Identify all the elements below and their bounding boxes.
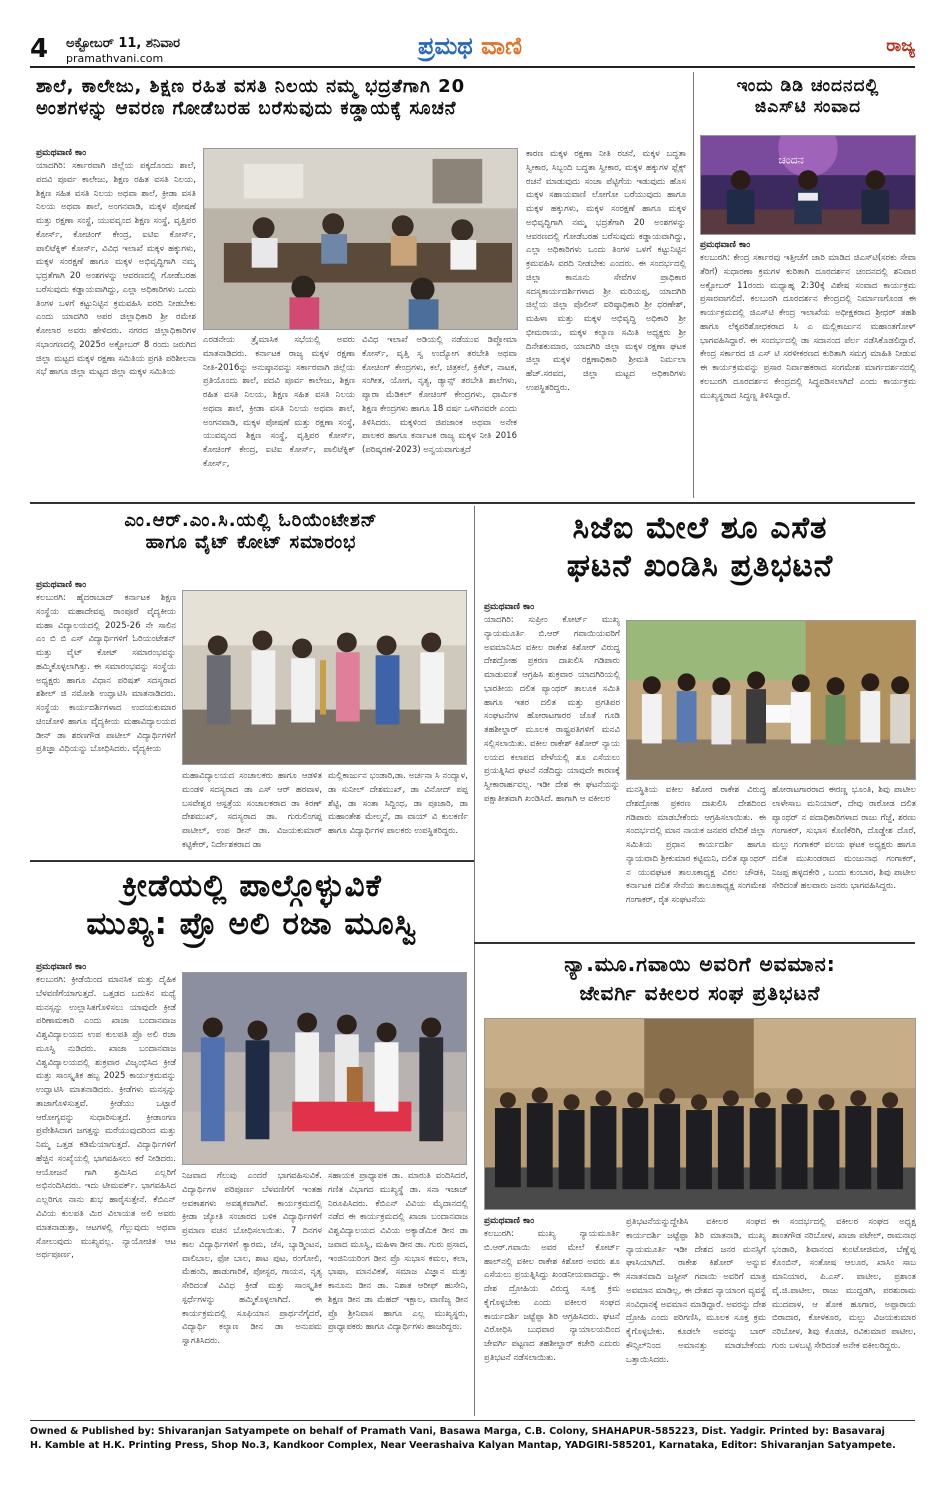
cji-headline-line2: ಘಟನೆ ಖಂಡಿಸಿ ಪ್ರತಿಭಟನೆ xyxy=(566,547,834,584)
gst-tv-studio-photo xyxy=(700,135,916,235)
issue-date: ಅಕ್ಟೋಬರ್ 11, ಶನಿವಾರ xyxy=(66,36,181,51)
sports-inauguration-photo xyxy=(182,972,467,1165)
mrmc-body-col2: ಮಹಾವಿದ್ಯಾಲಯದ ಸಂಚಾಲಕರು ಹಾಗೂ ಆಡಳಿತ ಮಂಡಳಿ ಸದಸ್ಯರಾದ ಡಾ ಎಸ್ ಆರ್ ಹರವಾಳ, ಬಸವೇಶ್ವರ ಆಸ್ಪತ್ರೆಯ ಸಂಚಾಲಕರಾದ ಡಾ ಕಿರಣ್ ದೇಶಮುಖ್, ಸದಸ್ಯರಾದ ಡಾ. ಗುರುಲಿಂಗಪ್ಪ ಪಾಟೀಲ್, ಉಪ ಡೀನ್ ಡಾ. ವಿಜಯಕುಮಾರ್ ಕಟ್ಟಿಕೇರ್, ನಿರ್ದೇಶಕರಾದ ಡಾ xyxy=(182,771,322,850)
sports-body-col2: ನಿಜವಾದ ಗೆಲುವು ಎಂದರೆ ಭಾಗವಹಿಸುವಿಕೆ. ವಿದ್ಯಾರ್ಥಿಗಳ ಪರಿಪೂರ್ಣ ಬೆಳವಣಿಗೆಗೆ ಇಂತಹ ಅವಕಾಶಗಳು ಅವಶ್ಯಕವಾಗಿವೆ. ಕಾರ್ಯಕ್ರಮದಲ್ಲಿ ಕ್ರೀಡಾ ಜ್ಯೋತಿ ಸಂಚಾರದ ಬಳಿಕ ವಿದ್ಯಾರ್ಥಿಗಳಿಗೆ ಪ್ರಮಾಣ ವಚನ ಬೋಧಿಸಲಾಯಿತು. 7 ದಿನಗಳ ಕಾಲ ವಿದ್ಯಾರ್ಥಿಗಳಿಗೆ ಕ್ಯಾರಮ, ಚೆಸ, ಬ್ಯಾಡ್ಮಿಂಟನ, ವಾಲಿಬಾಲ, ಫೋ ಬಾಲ, ಶಾಟ ಪುಟ, ರಂಗೋಲಿ, ಮೆಹಂದಿ, ಹಾಡುಗಾರಿಕೆ, ಪೋಸ್ಟರ, ಗಾಯನ, ನೃತ್ಯ ಸೇರಿದಂತೆ ವಿವಿಧ ಕ್ರೀಡೆ ಮತ್ತು ಸಾಂಸ್ಕೃತಿಕ ಸ್ಪರ್ಧೆಗಳನ್ನು ಹಮ್ಮಿಕೊಳ್ಳಲಾಗಿದೆ. ಈ ಕಾರ್ಯಕ್ರಮದಲ್ಲಿ ಸೂಫಿಯಾನ ಪ್ರಾರ್ಥನೆಗೈದರೆ, ವಿದ್ಯಾರ್ಥಿ ಕಲ್ಯಾಣ ಡೀನ ಡಾ ಅನುಪಮ ಸ್ವಾಗತಿಸಿದರು. xyxy=(182,1171,322,1347)
gst-headline xyxy=(700,76,916,117)
mrmc-headline-line1: ಎಂ.ಆರ್.ಎಂ.ಸಿ.ಯಲ್ಲಿ ಓರಿಯೆಂಟೇಶನ್ xyxy=(124,510,378,531)
logo-part-2: ವಾಣಿ xyxy=(481,32,523,60)
hostel-byline: ಪ್ರಮಥವಾಣಿ ಕಾಂ xyxy=(36,148,87,158)
mrmc-lamp-lighting-photo xyxy=(182,590,467,765)
gavai-body-col3: ಈ ಸಂದರ್ಭದಲ್ಲಿ ವಕೀಲರ ಸಂಘದ ಅಧ್ಯಕ್ಷ ಶಾಂತಗೌಡ ನರಿಬೋಳ, ಖಾಜಾ ಪಟೇಲ್, ರಾಮನಾಥ ಭಂಡಾರಿ, ಶಿವಾನಂದ ಕುಂಟೋಜಿಮಠ, ಬೆಣ್ಣೆಪ್ಪ ಕೊಂಬಿನ್, ಸಂತೋಷ ಆಲೂರ, ಖಾಸಿಂ ಸಾಬ ಮಾನಿಯಾರ, ಪಿ.ಎಸ್. ಪಾಟೀಲ, ಪ್ರಶಾಂತ ವೈ.ಜಿ.ಪಾಟೀಲ, ರಾಜು ಮುದ್ದಡಗಿ, ಪರಶುರಾಮ ಮುದವಾಳ, ಆ ಶೋಕ ಹೂಗಾರ, ಅಪ್ಪಾರಾಯ ಬಿರಾದಾರ, ಕೋಳಕೂರ, ಮಲ್ಲು ವಿಜಯಕುಮಾರ ನರಿಬೋಳ, ಶಿವು ಕೊಡಚಿ, ರವಿಕುಮಾರ ಪಾಟೀಲ, ಗುರು ಬಳಬಟ್ಟಿ ಸೇರಿದಂತೆ ಅನೇಕ ವಕೀಲರಿದ್ದರು. xyxy=(772,1217,916,1351)
sports-body-col1: ಕಲಬುರಗಿ: ಕ್ರೀಡೆಯಿಂದ ಮಾನಸಿಕ ಮತ್ತು ದೈಹಿಕ ಬೆಳವಣಿಗೆಯಾಗುತ್ತದೆ. ಒತ್ತಡದ ಬದುಕಿನ ಮಧ್ಯೆ ಮನಸ್ಸನ್ನು ಉಲ್ಲಾಸಿತಗೊಳಿಸಲು ಯಾವುದೇ ಕ್ರೀಡೆ ಪರಿಣಾಮಕಾರಿ ಎಂದು ಖಾಜಾ ಬಂದಾನವಾಜ ವಿಶ್ವವಿದ್ಯಾಲಯದ ಉಪ ಕುಲಪತಿ ಪ್ರೊ ಅಲಿ ರಜಾ ಮೂಸ್ವಿ ನುಡಿದರು. ಖಾಜಾ ಬಂದಾನವಾಜ ವಿಶ್ವವಿದ್ಯಾಲಯದಲ್ಲಿ ಶುಕ್ರವಾರ ವಿಜೃಂಭಿಸಿದ ಕ್ರೀಡೆ ಮತ್ತು ಸಾಂಸ್ಕೃತಿಕ ಹಬ್ಬ 2025 ಕಾರ್ಯಕ್ರಮವನ್ನು ಉದ್ಘಾಟಿಸಿ ಮಾತನಾಡಿದರು. ಕ್ರೀಡೆಗಳು ಮನಸ್ಸನ್ನು ತಾಜಾಗೊಳಿಸುತ್ತವೆ. ಕ್ರೀಡೆಯು ಒಟ್ಟಾರೆ ಆರೋಗ್ಯವನ್ನು ಸುಧಾರಿಸುತ್ತದೆ. ಕ್ರೀಡಾಂಗಣ ಪ್ರವೇಶಿಸಿದಾಗ ಜಗತ್ತನ್ನು ಮರೆಯುವುದರಿಂದ ಮತ್ತು ನಿಮ್ಮ ಒತ್ತಡ ಕಡಿಮೆಯಾಗುತ್ತದೆ. ವಿದ್ಯಾರ್ಥಿಗಳಿಗೆ ಹೆಚ್ಚಿನ ಸಂಖ್ಯೆಯಲ್ಲಿ ಭಾಗವಹಿಸಲು ಕರೆ ನೀಡಿದರು. ಆಯೋಜನೆ ಗಾಗಿ ಶ್ರಮಿಸಿದ ಎಲ್ಲರಿಗೆ ಅಭಿನಂದಿಸಿದರು. ಇದು ಟೀಮವರ್ಕ್. ಭಾಗವಹಿಸಿದ ಎಲ್ಲರಿಗೂ ನಾನು ಶುಭ ಹಾರೈಸುತ್ತೇನೆ. ಕೆಬಿಎನ್ ವಿವಿಯ ಕುಲಪತಿ ಮಿರ ವಿಲಾಯತ ಅಲಿ ಅವರು ಮಾತನಾಡುತ್ತಾ, ಆಟಗಳಲ್ಲಿ ಗೆಲ್ಲುವುದು ಅಥವಾ ಸೋಲುವುದು ಮುಖ್ಯವಲ್ಲ. ನ್ಯಾಯೋಚಿತ ಆಟ ಅರ್ಥಪೂರ್ಣ, xyxy=(36,975,176,1261)
hostel-headline-line1: ಶಾಲೆ, ಕಾಲೇಜು, ಶಿಕ್ಷಣ ರಹಿತ ವಸತಿ ನಿಲಯ ನಮ್ಮ ಭದ್ರತೆಗಾಗಿ 20 xyxy=(36,76,466,97)
cji-body-col1: ಯಾದಗಿರಿ: ಸುಪ್ರೀಂ ಕೋರ್ಟ್ ಮುಖ್ಯ ನ್ಯಾಯಮೂರ್ತಿ ಬಿ.ಆರ್ ಗವಾಯಿಯವರಿಗೆ ಅವಮಾನಿಸಿದ ವಕೀಲ ರಾಕೇಶ ಕಿಶೋರ್ ವಿರುದ್ಧ ದೇಶದ್ರೋಹ ಪ್ರಕರಣ ದಾಖಲಿಸಿ ಗಡಿಪಾರು ಮಾಡುವಂತೆ ಆಗ್ರಹಿಸಿ ಶುಕ್ರವಾರ ಯಾದಗಿರಿಯಲ್ಲಿ ಭಾರತೀಯ ದಲಿತ ಪ್ಯಾಂಥರ್ ತಾಲೂಕ ಸಮಿತಿ ಹಾಗೂ ಇತರ ದಲಿತ ಮತ್ತು ಪ್ರಗತಿಪರ ಸಂಘಟನೆಗಳ ಹೋರಾಟಗಾರರ ಜೊತೆ ಗೂಡಿ ತಹಶೀಲ್ದಾರ್ ಮೂಲಕ ರಾಷ್ಟ್ರಪತಿಗಳಿಗೆ ಮನವಿ ಸಲ್ಲಿಸಲಾಯಿತು. ವಕೀಲ ರಾಕೇಶ್ ಕಿಶೋರ್ ನ್ಯಾಯ ಲಯದ ಕಲಾಪದ ವೇಳೆಯಲ್ಲಿ ಶೂ ಎಸೆಯಲು ಪ್ರಯತ್ನಿಸಿದ ಘಟನೆ ನಡೆದಿದ್ದು ಯಾವುದೇ ಕಾರಣಕ್ಕೆ ಸ್ವೀಕಾರಾರ್ಹವಲ್ಲ. ಇಡೀ ದೇಶ ಈ ಘಟನೆಯನ್ನು ಪಕ್ಷಾತೀತವಾಗಿ ಖಂಡಿಸಿದೆ. ಹಾಗಾಗಿ ಆ ವಕೀಲರ xyxy=(484,615,620,804)
imprint-line-2: H. Kamble at H.K. Printing Press, Shop No.3, Kandkoor Complex, Near Veerashaiva Kalyan Mantap, YADGIRI-585201, Karnataka, Editor: Shivaranjan Satyampete. xyxy=(30,1439,896,1451)
mrmc-body-col1: ಕಲಬುರಗಿ: ಹೈದರಾಬಾದ್ ಕರ್ನಾಟಕ ಶಿಕ್ಷಣ ಸಂಸ್ಥೆಯ ಮಹಾದೇವಪ್ಪ ರಾಂಪೂರೆ ವೈದ್ಯಕೀಯ ಮಹಾ ವಿದ್ಯಾಲಯದಲ್ಲಿ 2025-26 ನೇ ಸಾಲಿನ ಎಂ ಬಿ ಬಿ ಎಸ್ ವಿದ್ಯಾರ್ಥಿಗಳಿಗೆ ಓರಿಯಂಟೇಶನ್ ಮತ್ತು ವೈಟ್ ಕೋಟ್ ಸಮಾರಂಭವನ್ನು ಹಮ್ಮಿಕೊಳ್ಳಲಾಗಿತ್ತು. ಈ ಸಮಾರಂಭವನ್ನು ಸಂಸ್ಥೆಯ ಅಧ್ಯಕ್ಷರು ಹಾಗೂ ವಿಧಾನ ಪರಿಷತ್ ಸದಸ್ಯರಾದ ಶಶೀಲ್ ಜಿ ನಮೋಶಿ ಉದ್ಘಾಟಿಸಿ ಮಾತನಾಡಿದರು. ಸಂಸ್ಥೆಯ ಕಾರ್ಯದರ್ಶಿಗಳಾದ ಉದಯಕುಮಾರ ಚಿಂಚೋಳಿ ಹಾಗೂ ವೈದ್ಯಕೀಯ ಮಹಾವಿದ್ಯಾಲಯದ ಡೀನ್ ಡಾ ಶರಣಗೌಡ ಪಾಟೀಲ್ ವಿದ್ಯಾರ್ಥಿಗಳಿಗೆ ಪ್ರತಿಜ್ಞಾ ವಿಧಿಯನ್ನು ಬೋಧಿಸಿದರು. ವೈದ್ಯಕೀಯ xyxy=(36,593,176,755)
gavai-body-col1: ಕಲಬುರಗಿ: ಮುಖ್ಯ ನ್ಯಾಯಮೂರ್ತಿ ಬಿ.ಆರ್.ಗವಾಯಿ ಅವರ ಮೇಲೆ ಕೋರ್ಟ್ ಹಾಲ್‌ನಲ್ಲಿ ವಕೀಲ ರಾಕೇಶ ಕಿಶೋರ ಅವರು ಶೂ ಎಸೆಯಲು ಪ್ರಯತ್ನಿಸಿದ್ದು ಖಂಡನೀಯವಾದದ್ದು. ಈ ದೇಶ ದ್ರೋಹಿಯ ವಿರುದ್ಧ ಸೂಕ್ತ ಕ್ರಮ ಕೈಗೊಳ್ಳಬೇಕು ಎಂದು ವಕೀಲರ ಸಂಘದ ಕಾರ್ಯದರ್ಶಿ ಜಟ್ಟೆಪ್ಪಾ ಶಿರಿ ಆಗ್ರಹಿಸಿದರು. ಘಟನೆ ವಿರೋಧಿಸಿ ಬುಧವಾರ ನ್ಯಾಯಾಲಯದಿಂದ ಜೇವರ್ಗಿ ಪಟ್ಟಣದ ತಹಶೀಲ್ದಾರ್ ಕಚೇರಿ ಎದುರು ಪ್ರತಿಭಟನೆ ನಡೆಸಲಾಯಿತು. xyxy=(484,1229,620,1363)
tv-channel-caption: ಚಂದನ xyxy=(778,153,804,167)
newspaper-logo xyxy=(418,32,522,60)
gavai-headline-line2: ಜೇವರ್ಗಿ ವಕೀಲರ ಸಂಘ ಪ್ರತಿಭಟನೆ xyxy=(579,981,821,1005)
hostel-headline xyxy=(36,76,686,120)
gst-body: ಕಲಬುರಗಿ: ಕೇಂದ್ರ ಸರ್ಕಾರವು ಇತ್ತೀಚೆಗೆ ಜಾರಿ ಮಾಡಿದ ಜಿಎಸ್‌ಟಿ(ಸರಕು ಸೇವಾ ತೆರಿಗೆ) ಸುಧಾರಣಾ ಕ್ರಮಗಳ ಕುರಿತಾಗಿ ದೂರದರ್ಶನ ಚಂದನದಲ್ಲಿ ಶನಿವಾರ ಅಕ್ಟೋಬರ್ 11ರಂದು ಮಧ್ಯಾಹ್ನ 2:30ಕ್ಕೆ ವಿಶೇಷ ಸಂವಾದ ಕಾರ್ಯಕ್ರಮ ಪ್ರಸಾರವಾಗಲಿದೆ. ಕಲಬುರಗಿ ದೂರದರ್ಶನ ಕೇಂದ್ರದಲ್ಲಿ ನಿರ್ಮಾಣಗೊಂಡ ಈ ಕಾರ್ಯಕ್ರಮದಲ್ಲಿ ಜಿಎಸ್‌ಟಿ ಕೇಂದ್ರ ಇಲಾಖೆಯ ಅಧೀಕ್ಷಕರಾದ ಶ್ರೀಧರ್ ತಹಶಿ ಹಾಗೂ ಲೆಕ್ಕಪರಿಶೋಧಕರಾದ ಸಿ ಎ ಮಲ್ಲಿಕಾರ್ಜುನ ಮಹಾಂತಗೋಳ್ ಭಾಗವಹಿಸಿದ್ದಾರೆ. ಈ ಸಂದರ್ಭದಲ್ಲಿ ಡಾ ಸದಾನಂದ ಪೆರ್ಲ ನಡೆಸಿಕೊಡಲಿದ್ದಾರೆ. ಕೇಂದ್ರ ಸರ್ಕಾರದ ಜಿ ಎಸ್ ಟಿ ಸರಳೀಕರಣದ ಕುರಿತಾಗಿ ಸಮಗ್ರ ಮಾಹಿತಿ ನೀಡುವ ಈ ಕಾರ್ಯಕ್ರಮವನ್ನು ಪ್ರಸಾರ ನಿರ್ವಾಹಕರಾದ ಸಂಗಮೇಶ ಮಾರ್ಗದರ್ಶನದಲ್ಲಿ ಕಲಬುರಗಿ ದೂರದರ್ಶನ ಕೇಂದ್ರದಲ್ಲಿ ಸಿದ್ಧಪಡಿಸಲಾಗಿದೆ ಎಂದು ಕಾರ್ಯಕ್ರಮ ಮುಖ್ಯಸ್ಥರಾದ ಸಿದ್ಧಣ್ಣ ತಿಳಿಸಿದ್ದಾರೆ. xyxy=(700,253,916,401)
sports-headline xyxy=(36,868,468,944)
gavai-headline-line1: ನ್ಯಾ.ಮೂ.ಗವಾಯಿ ಅವರಿಗೆ ಅವಮಾನ: xyxy=(564,952,836,976)
cji-headline xyxy=(484,510,916,586)
cji-body-col3: ಹೋರಾಟಗಾರರಾದ ಈರಣ್ಣ ಭೂಂತಿ, ಶಿವು ಪಾಟೀಲ ಲಾಳೇಸಾಬ ಮನಿಯಾರ್, ದೇವು ರಾಠೋಡ ದಲಿತ ಪ್ಯಾಂಥರ್ ನ ಪದಾಧಿಕಾರಿಗಳಾದ ರಾಜು ಗೆಜ್ಜೆ, ಶರಣು ಗಂಗಾಕರ್, ಸುಭಾಸ ಕೊಣಿಕೆರಿಗಿ, ದೊಡ್ಡೇಶ ದೊರೆ, ಮಲ್ಲು ಗಂಗಾಕರ್ ವಲಯ ಘಟಕ ಅಧ್ಯಕ್ಷರು ಹಾಗೂ ದಲಿತ ಮುಖಂಡರಾದ ಮಂಜುನಾಥ ಗಂಗಾಕರ್, ನಿಜಪ್ಪ ಹಳ್ಳದಕೇರಿ , ಬಂದು ಕುಂಬಾರ, ಶಿವು ಪಾಟೀಲ ಸೇರಿದಂತೆ ಹಲವಾರು ಜನರು ಭಾಗವಹಿಸಿದ್ದರು. xyxy=(772,785,916,892)
mrmc-byline: ಪ್ರಮಥವಾಣಿ ಕಾಂ xyxy=(36,580,87,590)
section-divider-1 xyxy=(30,502,915,504)
imprint-line-1: Owned & Published by: Shivaranjan Satyampete on behalf of Pramath Vani, Basawa Marga, C.B. Colony, SHAHAPUR-585223, Dist. Yadgir. Printed by: Basavaraj xyxy=(30,1426,885,1437)
hostel-body-col2: ಎರಡನೇಯ ತ್ರೈಮಾಸಿಕ ಸಭೆಯಲ್ಲಿ ಅವರು ಮಾತನಾಡಿದರು. ಕರ್ನಾಟಕ ರಾಜ್ಯ ಮಕ್ಕಳ ರಕ್ಷಣಾ ನೀತಿ-2016ನ್ನು ಅನುಷ್ಠಾನವನ್ನು ಸರ್ಕಾರವಾಗಿ ಜಿಲ್ಲೆಯ ಪ್ರತಿಯೊಂದು ಶಾಲೆ, ಪದವಿ ಪೂರ್ವ ಕಾಲೇಜು, ಶಿಕ್ಷಣ ರಹಿತ ವಸತಿ ನಿಲಯ, ಶಿಕ್ಷಣ ಸಹಿತ ವಸತಿ ನಿಲಯ ಅಥವಾ ಶಾಲೆ, ಕ್ರೀಡಾ ವಸತಿ ನಿಲಯ ಅಥವಾ ಶಾಲೆ, ಅಂಗನವಾಡಿ, ಮಕ್ಕಳ ಪೋಷಣೆ ಮತ್ತು ರಕ್ಷಣಾ ಸಂಸ್ಥೆ, ಯುವವೃಂದ ಶಿಕ್ಷಣ ಸಂಸ್ಥೆ, ವೃತ್ತಿಪರ ಕೋರ್ಸ್, ಕೋಚಿಂಗ್ ಕೇಂದ್ರ, ಐಟಿಐ ಕೋರ್ಸ್, ಪಾಲಿಟೆಕ್ನಿಕ್ ಕೋರ್ಸ್, xyxy=(203,335,355,469)
gst-byline: ಪ್ರಮಥವಾಣಿ ಕಾಂ xyxy=(700,240,751,250)
mrmc-headline xyxy=(36,510,466,554)
hostel-body-col4: ಕಾರಣ ಮಕ್ಕಳ ರಕ್ಷಣಾ ನೀತಿ ರಚನೆ, ಮಕ್ಕಳ ಬದ್ಧತಾ ಸ್ವೀಕಾರ, ಸಿಬ್ಬಂದಿ ಬದ್ಧತಾ ಸ್ವೀಕಾರ, ಮಕ್ಕಳ ಹಕ್ಕುಗಳ ಫ್ಲೆಕ್ಸ್ ರಚನೆ ಮಾಡುವುದು ಸಂಚಾ ಪೆಟ್ಟಿಗೆಯ ಇಡುವುದು ಹೊಸ ಮಕ್ಕಳ ಸಹಾಯವಾಣಿ ಲೋಗೋ ಬರೆಯುವುದು ಹಾಗೂ ಮಕ್ಕಳ ಹಕ್ಕುಗಳು, ಮಕ್ಕಳ ಸಂರಕ್ಷಣೆ ಹಾಗೂ ಮಕ್ಕಳ ಅಭಿವೃದ್ಧಿಗಾಗಿ ನಮ್ಮ ಭದ್ರತೆಗಾಗಿ 20 ಅಂಶಗಳನ್ನು ಆವರಣದಲ್ಲಿ ಗೋಡೆಬರಹ ಬರೆಸುವುದು ಕಡ್ಡಾಯವಾಗಿದ್ದು, ಎಲ್ಲಾ ಅಧಿಕಾರಿಗಳು ಒಂದು ತಿಂಗಳ ಒಳಗೆ ಕಟ್ಟುನಿಟ್ಟಿನ ಕ್ರಮವಹಿಸಿ ವರದಿ ನೀಡಬೇಕು ಎಂದರು. ಈ ಸಂದರ್ಭದಲ್ಲಿ ಜಿಲ್ಲಾ ಕಾನೂನು ಸೇವೆಗಳ ಪ್ರಾಧಿಕಾರ ಸದಸ್ಯಕಾರ್ಯದರ್ಶಿಗಳಾದ ಶ್ರೀ ಮರಿಯಪ್ಪ, ಯಾದಗಿರಿ ಜಿಲ್ಲೆಯ ಜಿಲ್ಲಾ ಪೊಲೀಸ್ ವರಿಷ್ಠಾಧಿಕಾರಿ ಶ್ರೀ ಧರಣೇಶ್, ಮಹಿಳಾ ಮತ್ತು ಮಕ್ಕಳ ಅಭಿವೃದ್ಧಿ ಅಧಿಕಾರಿ ಶ್ರೀ ಭೀಮರಾಯ, ಮಕ್ಕಳ ಕಲ್ಯಾಣ ಸಮಿತಿ ಅಧ್ಯಕ್ಷರು ಶ್ರೀ ದಿನೇಶಕುಮಾರ, ಯಾದಗಿರಿ ಜಿಲ್ಲಾ ಮಕ್ಕಳ ರಕ್ಷಣಾ ಘಟಕ ಜಿಲ್ಲಾ ಮಕ್ಕಳ ರಕ್ಷಣಾಧಿಕಾರಿ ಶ್ರೀಮತಿ ನಿರ್ಮಲಾ ಹೆಚ್.ಸರವದ, ಜಿಲ್ಲಾ ಮಟ್ಟದ ಅಧಿಕಾರಿಗಳು ಉಪಸ್ಥಿತರಿದ್ದರು. xyxy=(526,149,686,394)
masthead xyxy=(30,28,915,68)
gavai-headline xyxy=(484,950,916,1008)
sports-body-col3: ಸಹಾಯಕ ಪ್ರಾಧ್ಯಾಪಕ ಡಾ. ಮಾರುತಿ ವಂದಿಸಿದರೆ, ಗಣಿತ ವಿಭಾಗದ ಮುಖ್ಯಸ್ಥೆ ಡಾ. ಸನಾ ಇಜಾಜ್ ನಿರೂಪಿಸಿದರು. ಕೆಬಿಎನ್ ವಿವಿಯ ಮೈದಾನದಲ್ಲಿ ನಡೆದ ಈ ಕಾರ್ಯಕ್ರಮದಲ್ಲಿ ಖಾಜಾ ಬಂದಾನವಾಜ ವಿಶ್ವವಿದ್ಯಾಲಯದ ವಿವಿಯ ಅಕ್ಯಾಡೆಮಿಕ ಡೀನ ಡಾ ಜವಾದ ಮೂಸ್ವಿ, ಮಹಿಳಾ ಡೀನ ಡಾ. ಗುರು ಪ್ರಸಾದ, ಇಂಜಿನಿಯರಿಂಗ ಡೀನ ಪ್ರೊ ಸುಭಾಸ ಕಮಲ, ಕಲಾ, ಭಾಷಾ, ಮಾನವಿಕತೆ, ಸಮಾಜ ವಿಜ್ಞಾನ ಮತ್ತು ಕಾನೂನು ಡೀನ ಡಾ. ನಿಶಾತ ಆರೀಫ್ ಹುಸೇನಿ, ಶಿಕ್ಷಣ ಡೀನ ಡಾ ಮೆಹದ್ ಇಕ್ಬಾಲ, ವಾಣಿಜ್ಯ ಡೀನ ಪ್ರೊ ಶ್ರೀನಿವಾಸ ಹಾಗೂ ಎಲ್ಲ ಮುಖ್ಯಸ್ಥರು, ಪ್ರಾಧ್ಯಾಪಕರು ಹಾಗೂ ವಿದ್ಯಾರ್ಥಿಗಳು ಹಾಜರಿದ್ದರು. xyxy=(328,1171,468,1333)
hostel-headline-line2: ಅಂಶಗಳನ್ನು ಆವರಣ ಗೋಡೆಬರಹ ಬರೆಸುವುದು ಕಡ್ಡಾಯಕ್ಕೆ ಸೂಚನೆ xyxy=(36,97,457,119)
column-divider xyxy=(474,506,475,1416)
hostel-meeting-photo xyxy=(203,148,518,330)
gst-headline-line2: ಜಿಎಸ್‌ಟಿ ಸಂವಾದ xyxy=(754,96,862,117)
section-divider-3 xyxy=(474,942,915,944)
section-label: ರಾಜ್ಯ xyxy=(886,36,915,56)
logo-part-1: ಪ್ರಮಥ xyxy=(418,32,473,60)
mrmc-body-col3: ಮಲ್ಲಿಕಾರ್ಜುನ ಭಂಡಾರಿ,ಡಾ. ಅರ್ಚನಾ ಸಿ ನಂದ್ಯಾಳ, ಡಾ ಸುನೀಲ್ ದೇಶಮುಖ್, ಡಾ ವಿನೋದ್ ಪಪ್ಪ ಶೆಟ್ಟಿ, ಡಾ ಸಂತಾ ಸಿದ್ದಿಂಧ, ಡಾ ಪೂಜಾರಿ, ಡಾ ಮಹಾಂತೇಶ ಮೇಲ್ಮನೆ, ಡಾ ವಾಯ್ ವಿ ಕುಲಕರ್ಣಿ ಹಾಗೂ ವಿದ್ಯಾರ್ಥಿಗಳ ಪಾಲಕರು ಉಪಸ್ಥಿತರಿದ್ದರು. xyxy=(328,771,468,837)
gst-headline-line1: ಇಂದು ಡಿಡಿ ಚಂದನದಲ್ಲಿ xyxy=(736,76,880,96)
cji-protest-photo xyxy=(626,620,916,780)
page-number: 4 xyxy=(30,34,49,64)
sports-headline-line2: ಮುಖ್ಯ: ಪ್ರೊ ಅಲಿ ರಜಾ ಮೂಸ್ವಿ xyxy=(86,905,418,942)
gavai-byline: ಪ್ರಮಥವಾಣಿ ಕಾಂ xyxy=(484,1216,535,1226)
website-link[interactable]: pramathvani.com xyxy=(66,52,164,65)
section-divider-2 xyxy=(30,860,474,862)
column-divider xyxy=(693,72,694,498)
sports-headline-line1: ಕ್ರೀಡೆಯಲ್ಲಿ ಪಾಲ್ಗೊಳ್ಳುವಿಕೆ xyxy=(122,868,382,904)
mrmc-headline-line2: ಹಾಗೂ ವೈಟ್ ಕೋಟ್ ಸಮಾರಂಭ xyxy=(145,531,357,553)
hostel-body-col1: ಯಾದಗಿರಿ: ಸರ್ಕಾರವಾಗಿ ಜಿಲ್ಲೆಯ ಪಕ್ಕದೊಂದು ಶಾಲೆ, ಪದವಿ ಪೂರ್ವ ಕಾಲೇಜು, ಶಿಕ್ಷಣ ರಹಿತ ವಸತಿ ನಿಲಯ, ಶಿಕ್ಷಣ ಸಹಿತ ವಸತಿ ನಿಲಯ ಅಥವಾ ಶಾಲೆ, ಕ್ರೀಡಾ ವಸತಿ ನಿಲಯ ಅಥವಾ ಶಾಲೆ, ಅಂಗನವಾಡಿ, ಮಕ್ಕಳ ಪೋಷಣೆ ಮತ್ತು ರಕ್ಷಣಾ ಸಂಸ್ಥೆ, ಯುವವೃಂದ ಶಿಕ್ಷಣ ಸಂಸ್ಥೆ, ವೃತ್ತಿಪರ ಕೋರ್ಸ್, ಕೋಚಿಂಗ್ ಕೇಂದ್ರ, ಐಟಿಐ ಕೋರ್ಸ್, ಪಾಲಿಟೆಕ್ನಿಕ್ ಕೋರ್ಸ್, ವಿವಿಧ ಇಲಾಖೆ ಮಕ್ಕಳ ಹಕ್ಕುಗಳು, ಮಕ್ಕಳ ಸಂರಕ್ಷಣೆ ಹಾಗೂ ಮಕ್ಕಳ ಅಭಿವೃದ್ಧಿಗಾಗಿ ನಮ್ಮ ಭದ್ರತೆಗಾಗಿ 20 ಅಂಶಗಳನ್ನು ಆವರಣದಲ್ಲಿ ಗೋಡೆಬರಹ ಬರೆಸುವುದು ಕಡ್ಡಾಯವಾಗಿದ್ದು, ಎಲ್ಲಾ ಅಧಿಕಾರಿಗಳು ಒಂದು ತಿಂಗಳ ಒಳಗೆ ಕಟ್ಟುನಿಟ್ಟಿನ ಕ್ರಮವಹಿಸಿ ವರದಿ ನೀಡಬೇಕು ಎಂದು ಯಾದಗಿರಿ ಅಪರ ಜಿಲ್ಲಾಧಿಕಾರಿ ಶ್ರೀ ರಮೇಶ ಕೋಲಾರ ಅವರು ಹೇಳಿದರು. ನಗರದ ಜಿಲ್ಲಾಧಿಕಾರಿಗಳ ಸಭಾಂಗಣದಲ್ಲಿ 2025ರ ಅಕ್ಟೋಬರ್ 8 ರಂದು ಜರುಗಿದ ಜಿಲ್ಲಾ ಮಟ್ಟದ ಮಕ್ಕಳ ರಕ್ಷಣಾ ಸಮಿತಿಯ ಪ್ರಗತಿ ಪರಿಶೀಲನಾ ಸಭೆ ಹಾಗೂ ಜಿಲ್ಲಾ ಮಟ್ಟದ ಜಿಲ್ಲಾ ಮಕ್ಕಳ ಸಮಿತಿಯ xyxy=(36,161,196,378)
cji-body-col2: ಮನಸ್ಥಿತಿಯ ವಕೀಲ ಕಿಶೋರ ರಾಕೇಶ ವಿರುದ್ಧ ದೇಶದ್ರೋಹ ಪ್ರಕರಣ ದಾಖಲಿಸಿ ದೇಶದಿಂದ ಗಡಿಪಾರು ಮಾಡಬೇಕೆಂದು ಆಗ್ರಹಿಸಲಾಯಿತು. ಈ ಸಂದರ್ಭದಲ್ಲಿ ಮಾನ ನಾಯಕ ಜನಪರ ವೇದಿಕೆ ಜಿಲ್ಲಾ ಸಮಿತಿಯ ಪ್ರಧಾನ ಕಾರ್ಯದರ್ಶಿ ಹಾಗೂ ನ್ಯಾಯವಾದಿ ಶ್ರೀಕುಮಾರ ಕಟ್ಟಿಮನಿ, ದಲಿತ ಪ್ಯಾಂಥರ್ ನ ಯುವಘಟಕ ತಾಲೂಕಾಧ್ಯಕ್ಷ ವಿಠಲ ಚೌಡಕಿ, ಕರ್ನಾಟಕ ದಲಿತ ಸೇನೆಯ ತಾಲೂಕಾಧ್ಯಕ್ಷ ಸಂಗಮೇಶ ಗಂಗಾಕರ್, ರೈತ ಸಂಘಟನೆಯ xyxy=(626,785,766,906)
gavai-body-col2: ಪ್ರತಿಭಟನೆಯನ್ನುದ್ದೇಶಿಸಿ ವಕೀಲರ ಸಂಘದ ಕಾರ್ಯದರ್ಶಿ ಜಟ್ಟೆಪ್ಪಾ ಶಿರಿ ಮಾತನಾಡಿ, ಮುಖ್ಯ ನ್ಯಾಯಮೂರ್ತಿ ಇಡೀ ದೇಶದ ಜನರ ಮನಸ್ಸಿಗೆ ಘಾಸಿಯಾಗಿದೆ. ರಾಕೇಶ ಕಿಶೋರ್ ಅನ್ನುವ ಸನಾತನವಾದಿ ಜಸ್ಟೀಸ್ ಗವಾಯಿ ಅವರಿಗೆ ಮಾತ್ರ ಅವಮಾನ ಮಾಡಿಲ್ಲ, ಈ ದೇಶದ ನ್ಯಾಯಾಂಗ ವ್ಯವಸ್ಥೆ ಸಂವಿಧಾನಕ್ಕೆ ಅವಮಾನ ಮಾಡಿದ್ದಾರೆ. ಅವರನ್ನು ದೇಶ ದ್ರೋಹಿ ಎಂದು ಪರಿಗಣಿಸಿ, ಮೂಲಕ ಸೂಕ್ತ ಕ್ರಮ ಕೈಗೊಳ್ಳಬೇಕು. ಕೂಡಲೇ ಅವರನ್ನು ಬಾರ್ ಕೌನ್ಸಿಲ್‌ನಿಂದ ಅಮಾನತ್ತು ಮಾಡಬೇಕೆಂದು ಒತ್ತಾಯಿಸಿದರು. xyxy=(626,1217,766,1365)
cji-byline: ಪ್ರಮಥವಾಣಿ ಕಾಂ xyxy=(484,602,535,612)
gavai-lawyers-protest-photo xyxy=(484,1018,916,1210)
cji-headline-line1: ಸಿಜೆಐ ಮೇಲೆ ಶೂ ಎಸೆತ xyxy=(572,510,828,546)
hostel-body-col3: ವಿವಿಧ ಇಲಾಖೆ ಅಡಿಯಲ್ಲಿ ನಡೆಯುವ ಡಿಪ್ಲೋಮಾ ಕೋರ್ಸ್, ವೃತ್ತಿ ಸ್ವ ಉದ್ಯೋಗ ತರಬೇತಿ ಅಥವಾ ಕೋಚಿಂಗ್ ಕೇಂದ್ರಗಳು, ಕಲೆ, ಚಿತ್ರಕಲೆ, ಕ್ರಿಕೆಟ್, ನಾಟಕ, ಸಂಗೀತ, ಯೋಗ, ನೃತ್ಯ, ಡ್ಯಾನ್ಸ್ ತರಬೇತಿ ಶಾಲೆಗಳು, ಪ್ಯಾರಾ ಮೆಡಿಕಲ್ ಕೋಚಿಂಗ್ ಕೇಂದ್ರಗಳು, ಧಾರ್ಮಿಕ ಶಿಕ್ಷಣ ಕೇಂದ್ರಗಳು ಹಾಗೂ 18 ವರ್ಷ ಒಳಗಿನವರೇ ಎಂದು ತಿಳಿಸಿದರು. ಮಕ್ಕಳಿಂದ ಜಿಪಜಾಂಕ ಅಥವಾ ಅನೇಕ ಪಾಲಕರ ಹಾಗೂ ಕರ್ನಾಟಕ ರಾಜ್ಯ ಮಕ್ಕಳ ನೀತಿ 2016 (ಪರಿಷ್ಕರಣೆ-2023) ಅನ್ವಯವಾಗುತ್ತದೆ xyxy=(362,335,517,456)
sports-byline: ಪ್ರಮಥವಾಣಿ ಕಾಂ xyxy=(36,962,87,972)
imprint-footer xyxy=(30,1420,915,1453)
